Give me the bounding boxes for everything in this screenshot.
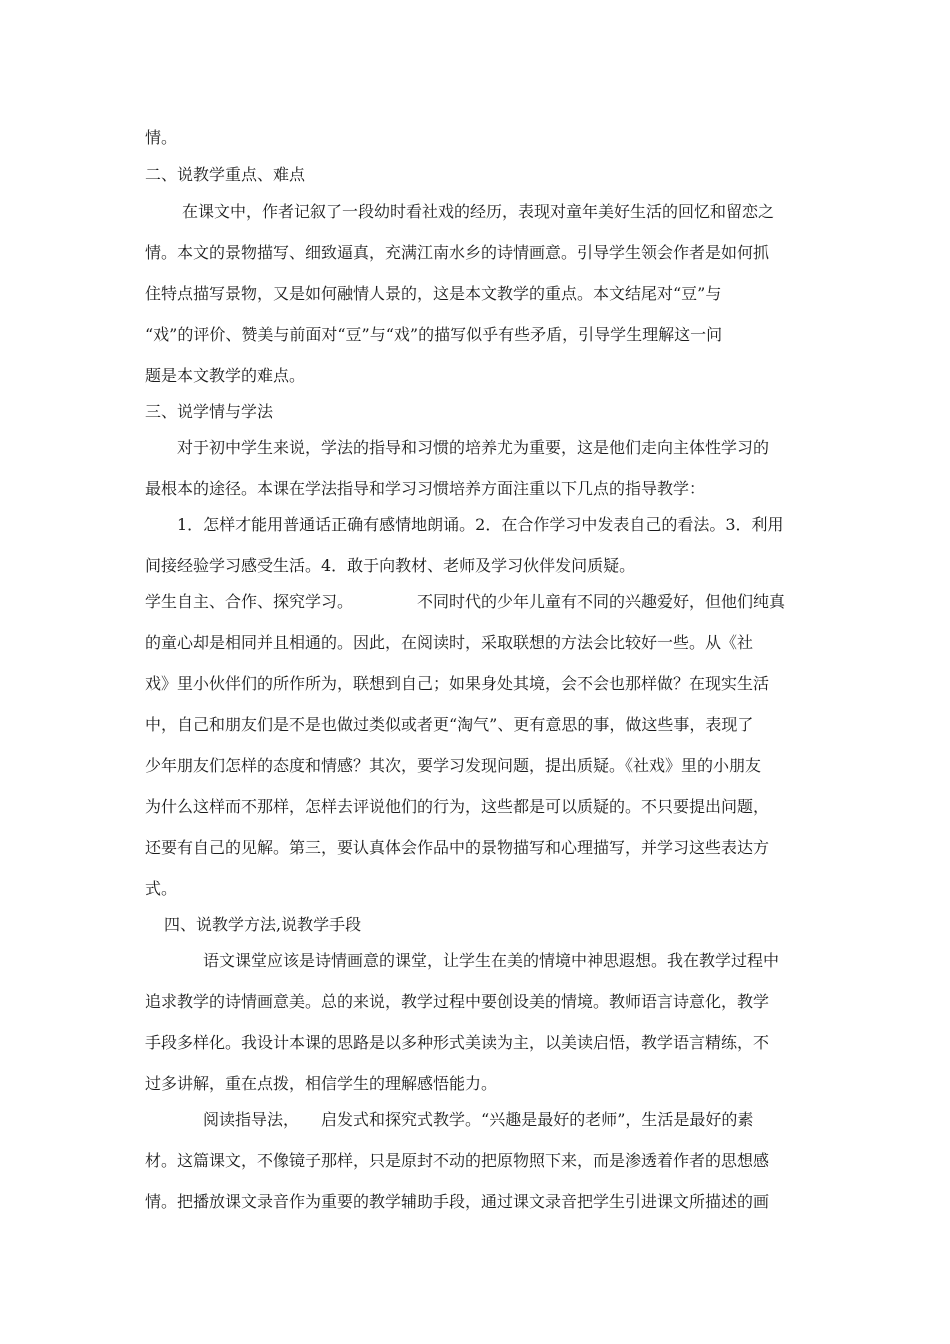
paragraph-line: 住特点描写景物，又是如何融情人景的，这是本文教学的重点。本文结尾对“豆”与 <box>145 284 722 303</box>
paragraph-line: 式。 <box>145 879 178 898</box>
text-run: 不同时代的少年儿童有不同的兴趣爱好，但他们纯真 <box>417 592 786 611</box>
text-run: 启发式和探究式教学。“兴趣是最好的老师”，生活是最好的素 <box>321 1110 754 1129</box>
paragraph-line: 为什么这样而不那样，怎样去评说他们的行为，这些都是可以质疑的。不只要提出问题， <box>145 797 770 816</box>
paragraph-line: 少年朋友们怎样的态度和情感？其次，要学习发现问题，提出质疑。《社戏》里的小朋友 <box>145 756 762 775</box>
paragraph-line: “戏”的评价、赞美与前面对“豆”与“戏”的描写似乎有些矛盾，引导学生理解这一问 <box>145 325 723 344</box>
paragraph-line: 中，自己和朋友们是不是也做过类似或者更“淘气”、更有意思的事，做这些事，表现了 <box>145 715 754 734</box>
list-line: 间接经验学习感受生活。4．敢于向教材、老师及学习伙伴发问质疑。 <box>145 556 636 575</box>
paragraph-line: 过多讲解，重在点拨，相信学生的理解感悟能力。 <box>145 1074 498 1093</box>
paragraph-line: 在课文中，作者记叙了一段幼时看社戏的经历，表现对童年美好生活的回忆和留恋之 <box>182 202 775 221</box>
paragraph-line: 情。 <box>145 128 178 147</box>
paragraph-line: 追求教学的诗情画意美。总的来说，教学过程中要创设美的情境。教师语言诗意化，教学 <box>145 992 770 1011</box>
paragraph-line: 最根本的途径。本课在学法指导和学习习惯培养方面注重以下几点的指导教学： <box>145 479 706 498</box>
paragraph-line: 题是本文教学的难点。 <box>145 366 306 385</box>
text-run: 学生自主、合作、探究学习。 <box>145 592 354 611</box>
paragraph-line: 的童心却是相同并且相通的。因此，在阅读时，采取联想的方法会比较好一些。从《社 <box>145 633 754 652</box>
paragraph-line: 情。本文的景物描写、细致逼真，充满江南水乡的诗情画意。引导学生领会作者是如何抓 <box>145 243 770 262</box>
paragraph-line: 材。这篇课文，不像镜子那样，只是原封不动的把原物照下来，而是渗透着作者的思想感 <box>145 1151 770 1170</box>
section-heading: 四、说教学方法,说教学手段 <box>164 915 362 934</box>
list-line: 1．怎样才能用普通话正确有感情地朗诵。2．在合作学习中发表自己的看法。3．利用 <box>177 515 784 534</box>
paragraph-line: 还要有自己的见解。第三，要认真体会作品中的景物描写和心理描写，并学习这些表达方 <box>145 838 770 857</box>
text-run: 阅读指导法， <box>203 1110 300 1129</box>
paragraph-line <box>203 1109 753 1131</box>
paragraph-line: 手段多样化。我设计本课的思路是以多种形式美读为主，以美读启悟，教学语言精练，不 <box>145 1033 770 1052</box>
paragraph-line: 对于初中学生来说，学法的指导和习惯的培养尤为重要，这是他们走向主体性学习的 <box>177 438 770 457</box>
section-heading: 三、说学情与学法 <box>145 402 274 421</box>
paragraph-line: 情。把播放课文录音作为重要的教学辅助手段，通过课文录音把学生引进课文所描述的画 <box>145 1192 770 1211</box>
paragraph-line: 戏》里小伙伴们的所作所为，联想到自己；如果身处其境，会不会也那样做？在现实生活 <box>145 674 770 693</box>
paragraph-line: 语文课堂应该是诗情画意的课堂，让学生在美的情境中神思遐想。我在教学过程中 <box>203 951 780 970</box>
section-heading: 二、说教学重点、难点 <box>145 165 306 184</box>
paragraph-line <box>145 591 785 613</box>
